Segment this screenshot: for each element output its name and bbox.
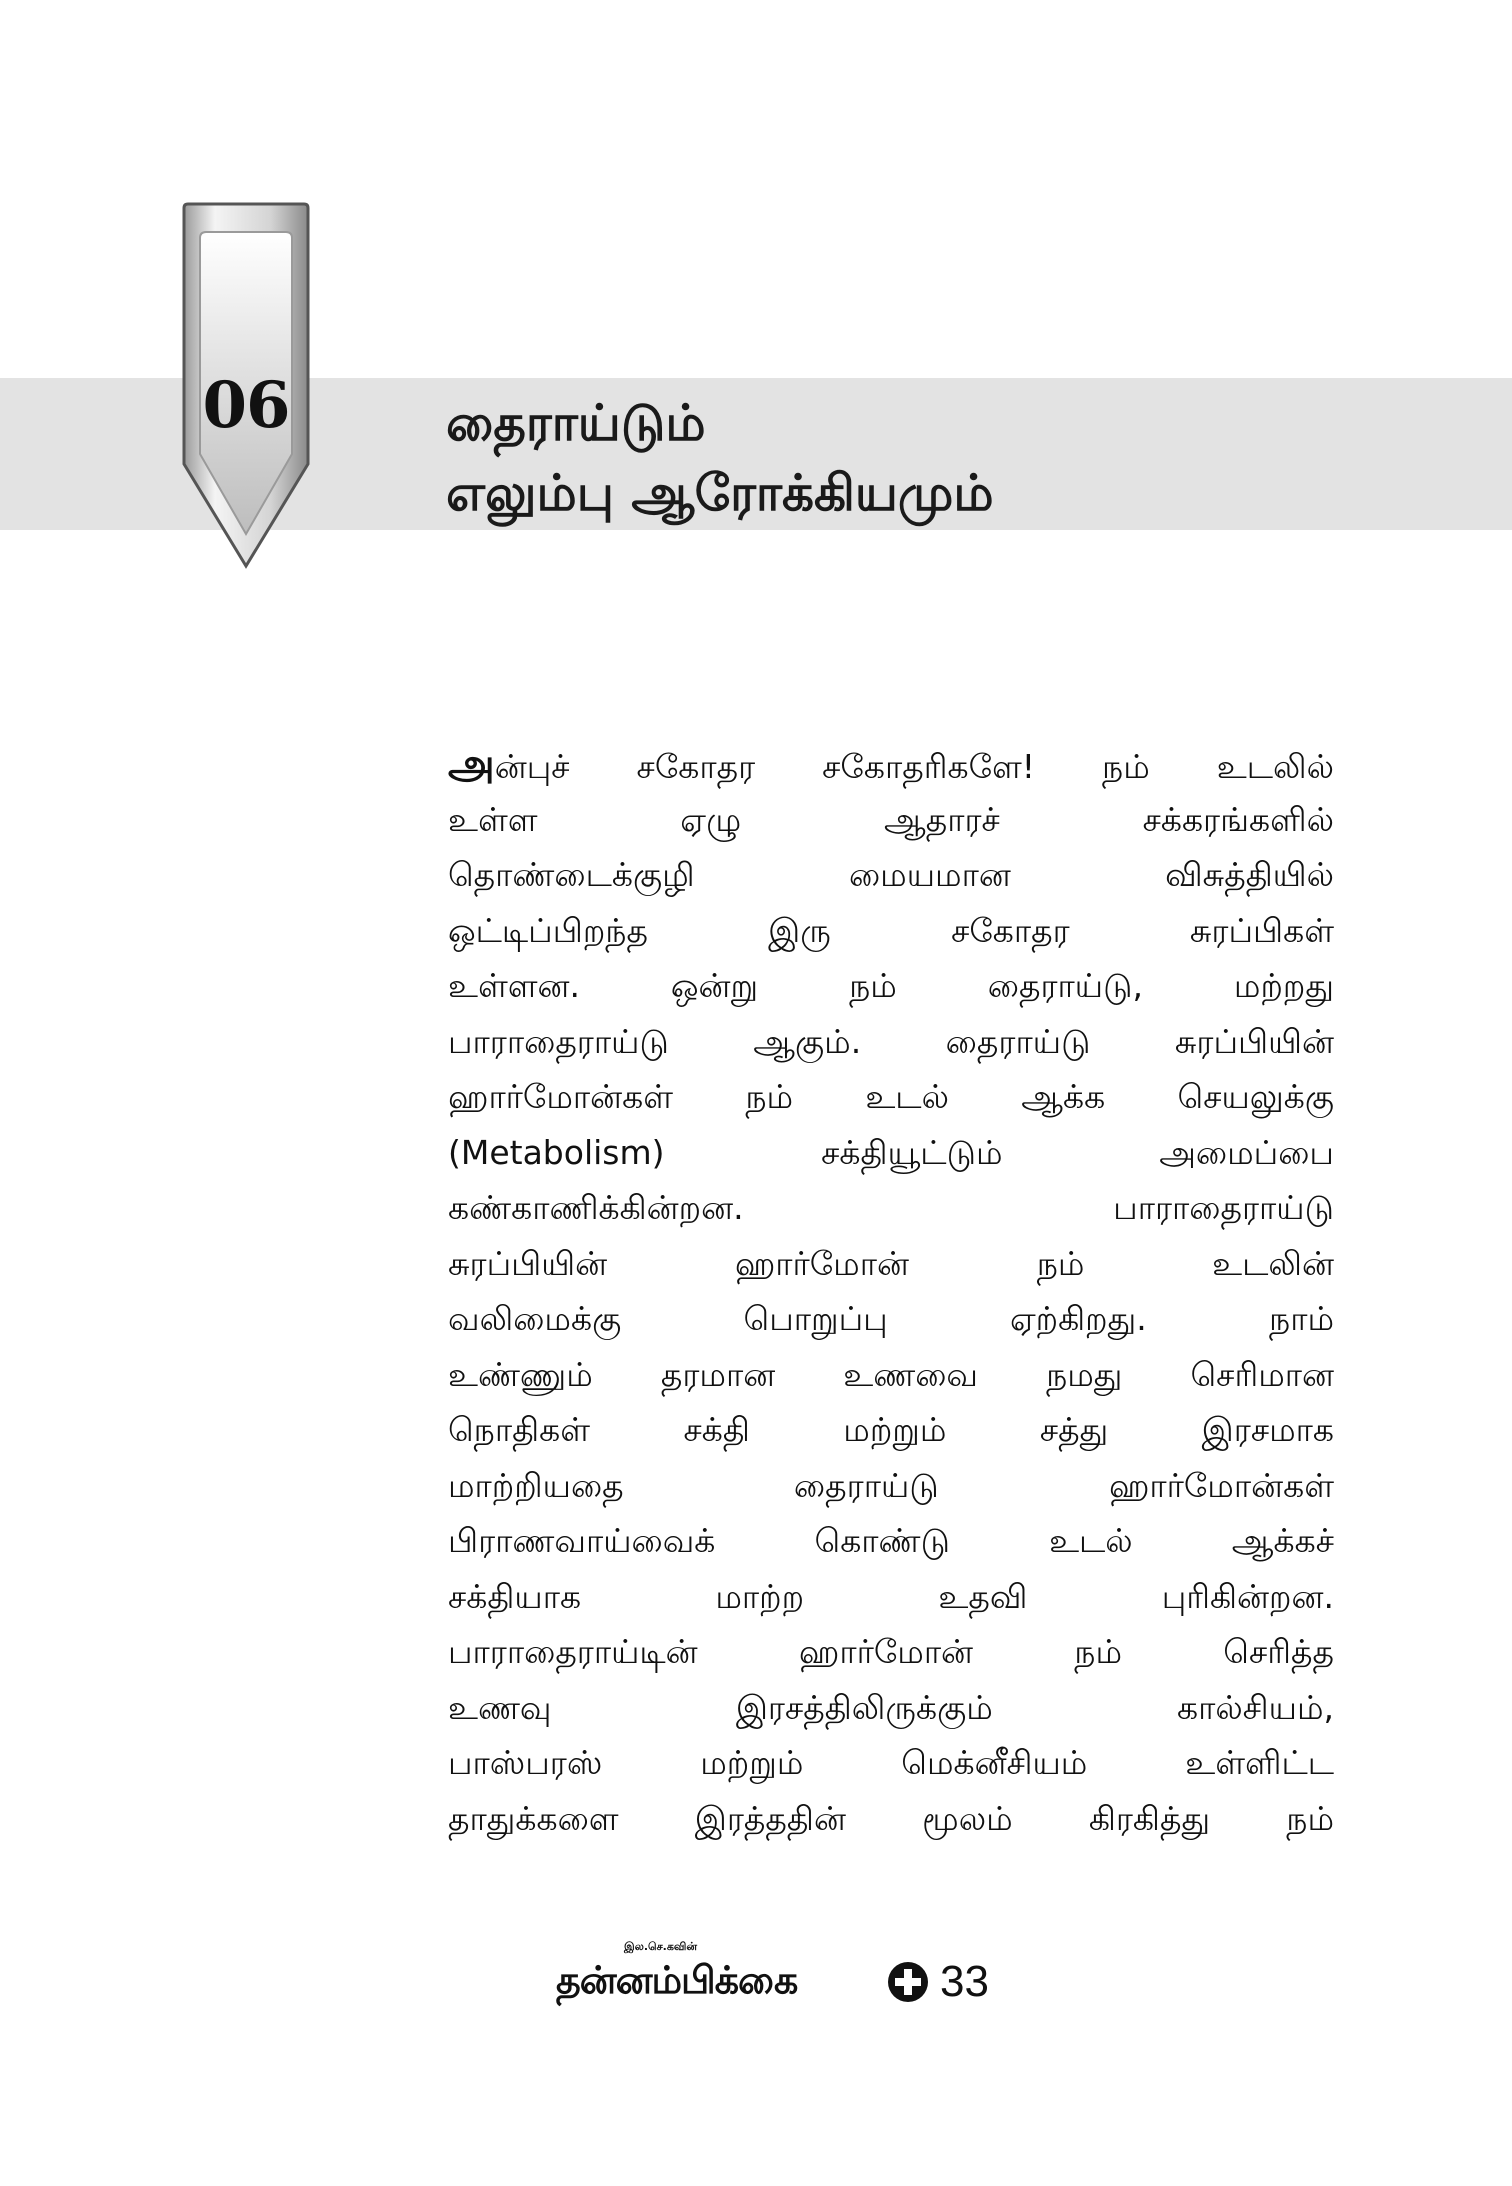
body-line: பாராதைராய்டு ஆகும். தைராய்டு சுரப்பியின் (448, 1021, 1334, 1061)
drop-cap: அ (448, 739, 495, 788)
body-line: உண்ணும் தரமான உணவை நமது செரிமான (448, 1354, 1334, 1394)
body-line: பாராதைராய்டின் ஹார்மோன் நம் செரித்த (448, 1632, 1334, 1671)
body-line: தாதுக்களை இரத்ததின் மூலம் கிரகித்து நம் (448, 1798, 1334, 1838)
body-line: (Metabolism) சக்தியூட்டும் அமைப்பை (448, 1132, 1334, 1172)
body-line: சுரப்பியின் ஹார்மோன் நம் உடலின் (448, 1243, 1334, 1283)
chapter-title-line-2: எலும்பு ஆரோக்கியமும் (446, 464, 994, 522)
chapter-title-line-1: தைராய்டும் (446, 394, 706, 452)
body-line: நொதிகள் சக்தி மற்றும் சத்து இரசமாக (448, 1410, 1334, 1449)
body-paragraph (448, 736, 1334, 1846)
body-line: ஹார்மோன்கள் நம் உடல் ஆக்க செயலுக்கு (448, 1077, 1334, 1116)
body-line: மாற்றியதை தைராய்டு ஹார்மோன்கள் (448, 1465, 1334, 1505)
footer-brand: தன்னம்பிக்கை (556, 1958, 798, 2002)
body-line: உள்ளன. ஒன்று நம் தைராய்டு, மற்றது (448, 966, 1334, 1005)
body-line: உள்ள ஏழு ஆதாரச் சக்கரங்களில் (448, 799, 1334, 839)
page-number: 33 (940, 1957, 989, 2006)
body-line: வலிமைக்கு பொறுப்பு ஏற்கிறது. நாம் (448, 1299, 1334, 1338)
body-line: பாஸ்பரஸ் மற்றும் மெக்னீசியம் உள்ளிட்ட (448, 1743, 1334, 1782)
body-line: ஒட்டிப்பிறந்த இரு சகோதர சுரப்பிகள் (448, 910, 1334, 950)
plus-circle-icon (886, 1960, 930, 2004)
body-line-text: ன்புச் சகோதர சகோதரிகளே! நம் உடலில் (494, 747, 1334, 786)
footer-author: இல.செ.கவின் (624, 1940, 698, 1953)
body-line: உணவு இரசத்திலிருக்கும் கால்சியம், (448, 1687, 1334, 1727)
body-line: தொண்டைக்குழி மையமான விசுத்தியில் (448, 855, 1334, 894)
body-line: சக்தியாக மாற்ற உதவி புரிகின்றன. (448, 1576, 1334, 1616)
chapter-number: 06 (202, 368, 290, 443)
body-line (448, 736, 1334, 792)
page-footer (556, 1940, 1016, 2020)
body-line: பிராணவாய்வைக் கொண்டு உடல் ஆக்கச் (448, 1521, 1334, 1560)
chapter-title (446, 388, 1446, 528)
body-line: கண்காணிக்கின்றன. பாராதைராய்டு (448, 1188, 1334, 1227)
